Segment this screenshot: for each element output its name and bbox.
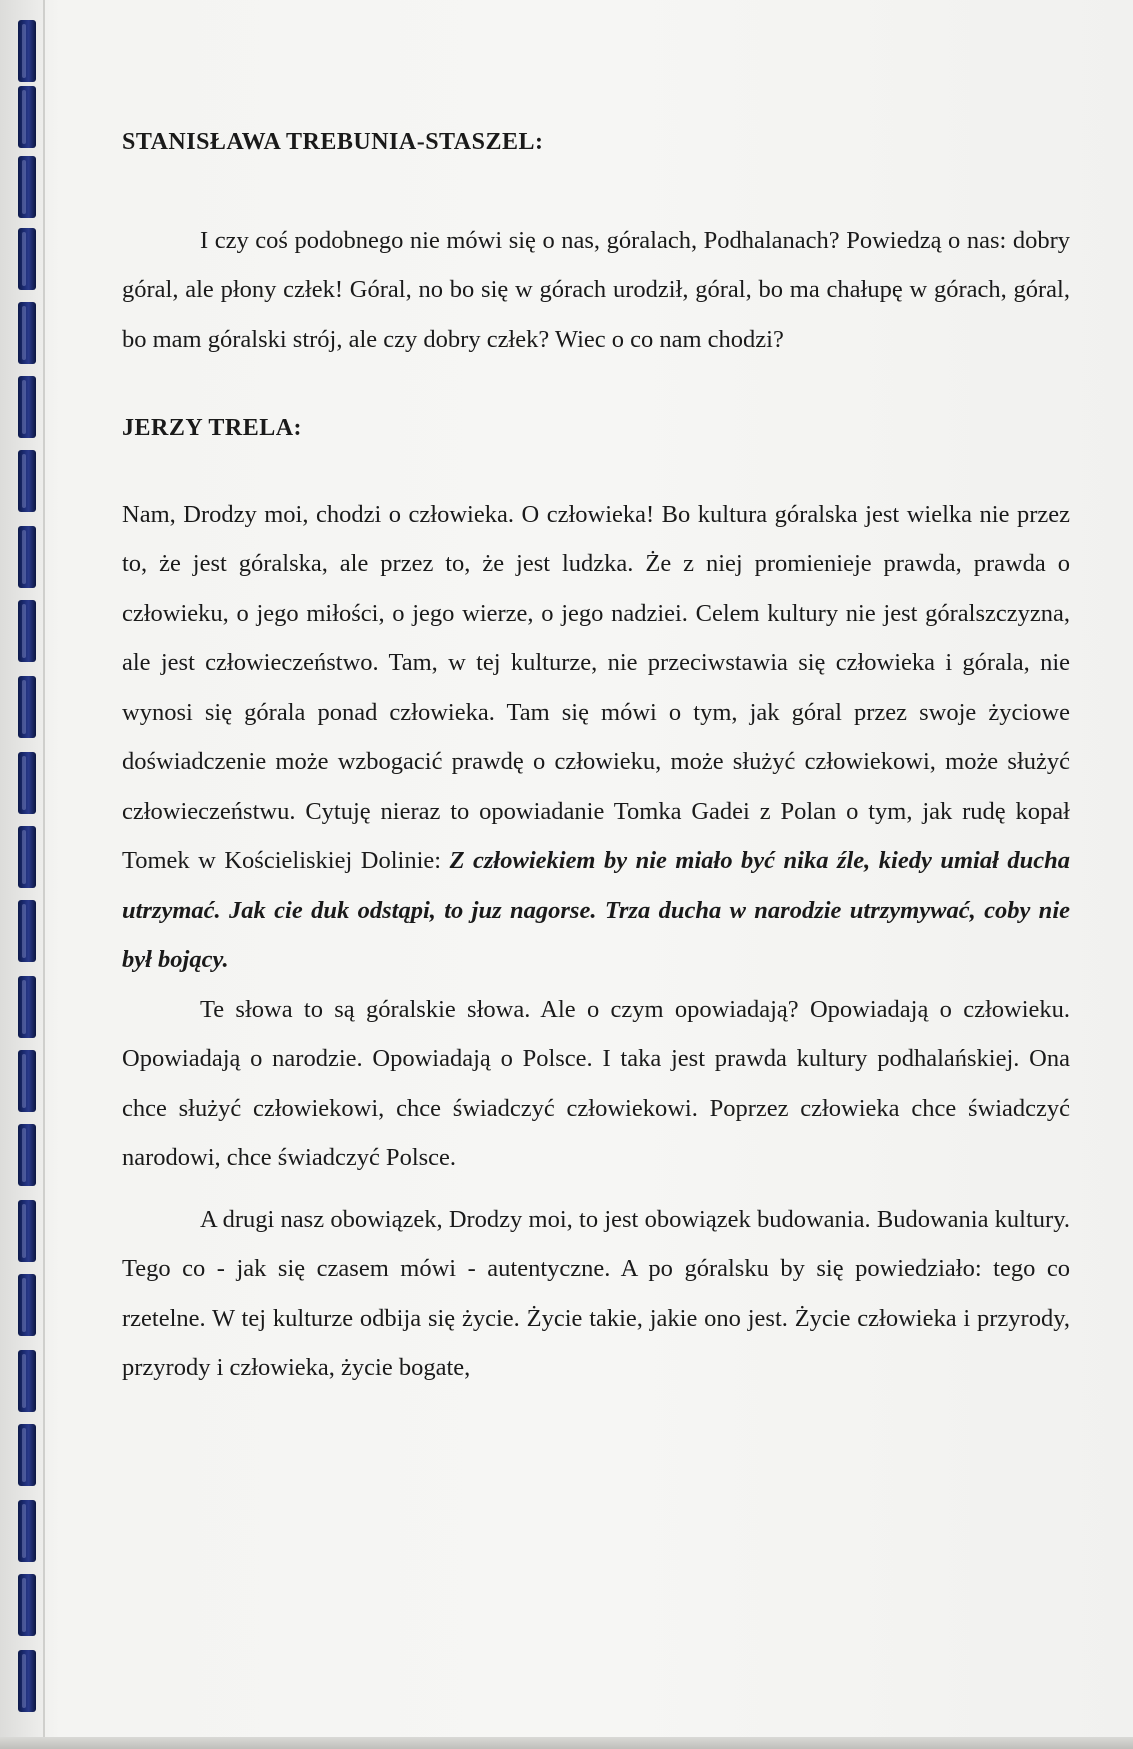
spacer xyxy=(122,168,1070,216)
binding-ring xyxy=(18,1500,36,1562)
binding-ring xyxy=(18,1200,36,1262)
paragraph-text: Nam, Drodzy moi, chodzi o człowieka. O człowieka! Bo kultura góralska jest wielka nie przez to, że jest góralska, ale przez to, że jest ludzka. Że z niej promienieje prawda, prawda o człowieku, o jego miłości, o jego wierze, o jego nadziei. Celem kultury nie jest góralszczyzna, ale jest człowieczeństwo. Tam, w tej kulturze, nie przeciwstawia się człowieka i górala, nie wynosi się górala ponad człowieka. Tam się mówi o tym, jak góral przez swoje życiowe doświadczenie może wzbogacić prawdę o człowieku, może służyć człowiekowi, może służyć człowieczeństwu. Cytuję nieraz to opowiadanie Tomka Gadei z Polan o tym, jak rudę kopał Tomek w Kościeliskiej Dolinie: xyxy=(122,500,1070,874)
binding-ring xyxy=(18,86,36,148)
dialect-quote: Z człowiekiem by nie miało być nika źle, kiedy umiał ducha utrzymać. Jak cie duk odstąpi, to juz nagorse. Trza ducha w narodzie utrzymywać, coby nie był bojący. xyxy=(122,847,1071,973)
binding-ring xyxy=(18,976,36,1038)
spacer xyxy=(122,1183,1070,1195)
spacer xyxy=(122,364,1070,404)
binding-ring xyxy=(18,20,36,82)
binding-edge xyxy=(43,0,45,1749)
binding-ring xyxy=(18,1274,36,1336)
spacer xyxy=(122,454,1070,490)
binding-ring xyxy=(18,1124,36,1186)
paragraph: Te słowa to są góralskie słowa. Ale o czym opowiadają? Opowiadają o człowieku. Opowiadają o narodzie. Opowiadają o Polsce. I taka jest prawda kultury podhalańskiej. Ona chce służyć człowiekowi, chce świadczyć człowiekowi. Poprzez człowieka chce świadczyć narodowi, chce świadczyć Polsce. xyxy=(122,995,1070,1171)
binding-ring xyxy=(18,1650,36,1712)
paragraph: A drugi nasz obowiązek, Drodzy moi, to jest obowiązek budowania. Budowania kultury. Tego co - jak się czasem mówi - autentyczne. A po góralsku by się powiedziało: tego co rzetelne. W tej kulturze odbija się życie. Życie takie, jakie ono jest. Życie człowieka i przyrody, przyrody i człowieka, życie bogate, xyxy=(122,1205,1070,1381)
binding-ring xyxy=(18,1350,36,1412)
paragraph xyxy=(122,490,1070,985)
page-bottom-edge xyxy=(0,1737,1133,1749)
binding-ring xyxy=(18,156,36,218)
binding-ring xyxy=(18,752,36,814)
binding-ring xyxy=(18,1574,36,1636)
binding-ring xyxy=(18,302,36,364)
binding-ring xyxy=(18,900,36,962)
binding-ring xyxy=(18,450,36,512)
binding-ring xyxy=(18,826,36,888)
binding-ring xyxy=(18,228,36,290)
paragraph: I czy coś podobnego nie mówi się o nas, góralach, Podhalanach? Powiedzą o nas: dobry góral, ale płony człek! Góral, no bo się w górach urodził, góral, bo ma chałupę w górach, góral, bo mam góralski strój, ale czy dobry człek? Wiec o co nam chodzi? xyxy=(122,226,1070,353)
speaker-heading: JERZY TRELA: xyxy=(122,415,303,441)
spiral-binding xyxy=(0,0,44,1749)
binding-ring xyxy=(18,526,36,588)
page-body xyxy=(122,118,1070,1393)
binding-ring xyxy=(18,676,36,738)
binding-ring xyxy=(18,376,36,438)
binding-ring xyxy=(18,600,36,662)
binding-ring xyxy=(18,1424,36,1486)
binding-ring xyxy=(18,1050,36,1112)
speaker-heading: STANISŁAWA TREBUNIA-STASZEL: xyxy=(122,129,544,155)
